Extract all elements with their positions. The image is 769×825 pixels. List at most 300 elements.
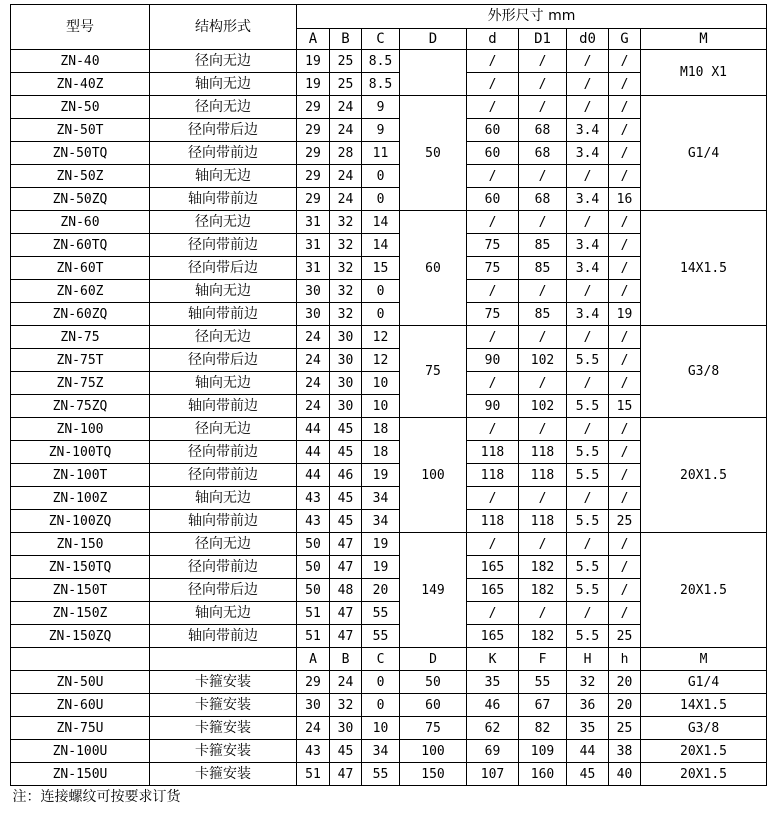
subheader-cell: M <box>641 648 767 671</box>
dim-a-cell: 51 <box>297 625 330 648</box>
dim-g-cell: / <box>609 441 641 464</box>
model-cell: ZN-50T <box>11 119 150 142</box>
table-row <box>11 763 767 786</box>
structure-cell: 卡箍安装 <box>150 694 297 717</box>
dim-d1-cell: 68 <box>519 188 567 211</box>
col-header-d1: D1 <box>519 29 567 50</box>
dim-d0-cell: 5.5 <box>567 349 609 372</box>
dim-b-cell: 32 <box>330 303 362 326</box>
subheader-cell: C <box>362 648 400 671</box>
dim-d1-cell: 182 <box>519 556 567 579</box>
value-cell: 0 <box>362 694 400 717</box>
dim-c-cell: 0 <box>362 188 400 211</box>
dim-d1-cell: 182 <box>519 625 567 648</box>
dim-d0-cell: 5.5 <box>567 579 609 602</box>
dim-d1-cell: 182 <box>519 579 567 602</box>
dim-d1-cell: / <box>519 326 567 349</box>
dim-d-small-cell: / <box>467 280 519 303</box>
model-cell: ZN-60ZQ <box>11 303 150 326</box>
dim-b-cell: 45 <box>330 418 362 441</box>
value-cell: 43 <box>297 740 330 763</box>
subheader-cell: K <box>467 648 519 671</box>
table-row <box>11 717 767 740</box>
dim-d-small-cell: / <box>467 326 519 349</box>
model-cell: ZN-100ZQ <box>11 510 150 533</box>
dim-d-small-cell: 165 <box>467 625 519 648</box>
dim-d0-cell: / <box>567 326 609 349</box>
dim-d0-cell: 5.5 <box>567 556 609 579</box>
dim-c-cell: 19 <box>362 556 400 579</box>
dim-d1-cell: / <box>519 533 567 556</box>
table-body <box>11 5 767 809</box>
dim-g-cell: / <box>609 464 641 487</box>
table-row <box>11 326 767 349</box>
value-cell: 40 <box>609 763 641 786</box>
value-cell: 150 <box>400 763 467 786</box>
value-cell: G1/4 <box>641 671 767 694</box>
dim-c-cell: 14 <box>362 211 400 234</box>
dim-d-cell: 60 <box>400 211 467 326</box>
dim-d1-cell: / <box>519 96 567 119</box>
dim-a-cell: 31 <box>297 257 330 280</box>
dim-d0-cell: / <box>567 73 609 96</box>
dim-d-small-cell: 90 <box>467 395 519 418</box>
dim-d-cell: 100 <box>400 418 467 533</box>
dim-d0-cell: 3.4 <box>567 188 609 211</box>
col-header-b: B <box>330 29 362 50</box>
dim-d0-cell: 5.5 <box>567 464 609 487</box>
structure-cell: 径向无边 <box>150 533 297 556</box>
dim-b-cell: 32 <box>330 211 362 234</box>
value-cell: 47 <box>330 763 362 786</box>
dim-b-cell: 25 <box>330 73 362 96</box>
model-cell: ZN-60TQ <box>11 234 150 257</box>
dim-g-cell: / <box>609 487 641 510</box>
dim-g-cell: / <box>609 556 641 579</box>
dim-d0-cell: 5.5 <box>567 625 609 648</box>
dim-b-cell: 30 <box>330 372 362 395</box>
subheader-cell: F <box>519 648 567 671</box>
dim-b-cell: 30 <box>330 326 362 349</box>
structure-cell: 径向带前边 <box>150 142 297 165</box>
dim-g-cell: / <box>609 50 641 73</box>
dim-c-cell: 18 <box>362 418 400 441</box>
dim-c-cell: 10 <box>362 372 400 395</box>
structure-cell: 卡箍安装 <box>150 671 297 694</box>
structure-cell: 径向无边 <box>150 50 297 73</box>
value-cell: 20X1.5 <box>641 763 767 786</box>
structure-cell: 径向无边 <box>150 96 297 119</box>
table-row <box>11 50 767 73</box>
dim-a-cell: 29 <box>297 165 330 188</box>
model-cell: ZN-40Z <box>11 73 150 96</box>
dim-b-cell: 32 <box>330 234 362 257</box>
dim-d0-cell: 3.4 <box>567 303 609 326</box>
dim-d0-cell: / <box>567 533 609 556</box>
dim-g-cell: / <box>609 257 641 280</box>
model-cell: ZN-100T <box>11 464 150 487</box>
structure-cell: 卡箍安装 <box>150 763 297 786</box>
model-cell: ZN-60Z <box>11 280 150 303</box>
note-row <box>11 786 767 809</box>
dim-d-small-cell: 60 <box>467 119 519 142</box>
dim-d-cell <box>400 50 467 96</box>
dim-d-small-cell: 118 <box>467 510 519 533</box>
dim-c-cell: 10 <box>362 395 400 418</box>
dim-c-cell: 0 <box>362 280 400 303</box>
dim-c-cell: 12 <box>362 349 400 372</box>
dim-c-cell: 55 <box>362 625 400 648</box>
dim-c-cell: 11 <box>362 142 400 165</box>
dim-d1-cell: / <box>519 602 567 625</box>
dim-d-small-cell: / <box>467 533 519 556</box>
dim-d0-cell: 3.4 <box>567 234 609 257</box>
dim-d0-cell: / <box>567 165 609 188</box>
model-cell: ZN-150Z <box>11 602 150 625</box>
structure-cell: 径向带前边 <box>150 464 297 487</box>
dim-g-cell: / <box>609 418 641 441</box>
dim-c-cell: 18 <box>362 441 400 464</box>
dim-c-cell: 9 <box>362 119 400 142</box>
dim-d1-cell: / <box>519 487 567 510</box>
value-cell: 35 <box>467 671 519 694</box>
dim-c-cell: 14 <box>362 234 400 257</box>
dim-a-cell: 29 <box>297 188 330 211</box>
dim-d1-cell: / <box>519 50 567 73</box>
col-header-c: C <box>362 29 400 50</box>
structure-cell: 径向带前边 <box>150 556 297 579</box>
value-cell: 50 <box>400 671 467 694</box>
model-cell: ZN-150U <box>11 763 150 786</box>
thread-m-cell: G1/4 <box>641 96 767 211</box>
dim-c-cell: 19 <box>362 464 400 487</box>
dim-g-cell: 15 <box>609 395 641 418</box>
dim-a-cell: 30 <box>297 303 330 326</box>
dim-d0-cell: / <box>567 418 609 441</box>
dim-g-cell: / <box>609 234 641 257</box>
value-cell: 29 <box>297 671 330 694</box>
dim-a-cell: 44 <box>297 418 330 441</box>
value-cell: 160 <box>519 763 567 786</box>
dim-d-small-cell: 60 <box>467 142 519 165</box>
dim-b-cell: 32 <box>330 257 362 280</box>
model-cell: ZN-50 <box>11 96 150 119</box>
dim-b-cell: 47 <box>330 556 362 579</box>
value-cell: 109 <box>519 740 567 763</box>
dim-g-cell: / <box>609 349 641 372</box>
dim-b-cell: 46 <box>330 464 362 487</box>
structure-cell: 轴向带前边 <box>150 303 297 326</box>
dim-d-small-cell: / <box>467 211 519 234</box>
structure-cell: 径向无边 <box>150 326 297 349</box>
dim-a-cell: 43 <box>297 487 330 510</box>
header-structure: 结构形式 <box>150 5 297 50</box>
dim-d1-cell: 68 <box>519 142 567 165</box>
dim-g-cell: / <box>609 372 641 395</box>
dim-b-cell: 47 <box>330 533 362 556</box>
thread-m-cell: M10 X1 <box>641 50 767 96</box>
dim-g-cell: / <box>609 165 641 188</box>
dim-d-small-cell: 165 <box>467 556 519 579</box>
dim-b-cell: 24 <box>330 96 362 119</box>
value-cell: 67 <box>519 694 567 717</box>
subheader-row <box>11 648 767 671</box>
value-cell: 60 <box>400 694 467 717</box>
header-model: 型号 <box>11 5 150 50</box>
col-header-d-small: d <box>467 29 519 50</box>
dim-b-cell: 48 <box>330 579 362 602</box>
model-cell: ZN-100Z <box>11 487 150 510</box>
dim-d0-cell: 5.5 <box>567 395 609 418</box>
dim-c-cell: 0 <box>362 303 400 326</box>
dim-d1-cell: 102 <box>519 395 567 418</box>
model-cell: ZN-75Z <box>11 372 150 395</box>
model-cell: ZN-75T <box>11 349 150 372</box>
dim-d-cell: 50 <box>400 96 467 211</box>
dim-a-cell: 50 <box>297 556 330 579</box>
model-cell: ZN-150T <box>11 579 150 602</box>
dim-c-cell: 15 <box>362 257 400 280</box>
value-cell: 24 <box>297 717 330 740</box>
table-row <box>11 671 767 694</box>
value-cell: 38 <box>609 740 641 763</box>
dim-a-cell: 24 <box>297 326 330 349</box>
col-header-a: A <box>297 29 330 50</box>
dim-d-small-cell: / <box>467 96 519 119</box>
dim-b-cell: 24 <box>330 165 362 188</box>
dim-d-small-cell: / <box>467 73 519 96</box>
dim-b-cell: 47 <box>330 625 362 648</box>
table-row <box>11 694 767 717</box>
value-cell: 51 <box>297 763 330 786</box>
subheader-cell: A <box>297 648 330 671</box>
dim-g-cell: / <box>609 142 641 165</box>
dim-d-small-cell: 75 <box>467 234 519 257</box>
dim-d-small-cell: / <box>467 487 519 510</box>
model-cell: ZN-100TQ <box>11 441 150 464</box>
dim-b-cell: 47 <box>330 602 362 625</box>
dim-a-cell: 24 <box>297 349 330 372</box>
value-cell: 45 <box>567 763 609 786</box>
dim-d-small-cell: 118 <box>467 441 519 464</box>
dim-g-cell: 19 <box>609 303 641 326</box>
dim-c-cell: 19 <box>362 533 400 556</box>
value-cell: 32 <box>330 694 362 717</box>
table-row <box>11 533 767 556</box>
dim-d0-cell: / <box>567 50 609 73</box>
dim-c-cell: 0 <box>362 165 400 188</box>
dim-d0-cell: / <box>567 487 609 510</box>
model-cell: ZN-60U <box>11 694 150 717</box>
dim-d1-cell: / <box>519 372 567 395</box>
structure-cell: 径向带前边 <box>150 441 297 464</box>
structure-cell: 轴向无边 <box>150 280 297 303</box>
dim-d-small-cell: 90 <box>467 349 519 372</box>
structure-cell: 径向无边 <box>150 418 297 441</box>
table-row <box>11 96 767 119</box>
value-cell: 30 <box>330 717 362 740</box>
model-cell: ZN-50TQ <box>11 142 150 165</box>
dim-d0-cell: / <box>567 280 609 303</box>
dim-d-small-cell: 165 <box>467 579 519 602</box>
value-cell: 20X1.5 <box>641 740 767 763</box>
dim-b-cell: 32 <box>330 280 362 303</box>
dim-g-cell: / <box>609 119 641 142</box>
value-cell: 30 <box>297 694 330 717</box>
dim-c-cell: 20 <box>362 579 400 602</box>
structure-cell: 卡箍安装 <box>150 740 297 763</box>
dim-d0-cell: 5.5 <box>567 441 609 464</box>
dim-c-cell: 34 <box>362 487 400 510</box>
dim-b-cell: 45 <box>330 441 362 464</box>
value-cell: 20 <box>609 694 641 717</box>
dim-d1-cell: 118 <box>519 464 567 487</box>
model-cell: ZN-50Z <box>11 165 150 188</box>
dim-a-cell: 30 <box>297 280 330 303</box>
dim-a-cell: 31 <box>297 211 330 234</box>
structure-cell: 轴向带前边 <box>150 510 297 533</box>
value-cell: 25 <box>609 717 641 740</box>
value-cell: 14X1.5 <box>641 694 767 717</box>
dim-a-cell: 44 <box>297 441 330 464</box>
dim-g-cell: / <box>609 73 641 96</box>
dim-c-cell: 9 <box>362 96 400 119</box>
value-cell: 107 <box>467 763 519 786</box>
dim-b-cell: 45 <box>330 510 362 533</box>
structure-cell: 轴向无边 <box>150 165 297 188</box>
dim-a-cell: 19 <box>297 73 330 96</box>
structure-cell: 轴向带前边 <box>150 395 297 418</box>
structure-cell: 轴向带前边 <box>150 625 297 648</box>
dim-a-cell: 29 <box>297 119 330 142</box>
dim-d-small-cell: / <box>467 418 519 441</box>
dim-g-cell: / <box>609 211 641 234</box>
structure-cell: 轴向无边 <box>150 487 297 510</box>
subheader-blank-cell <box>150 648 297 671</box>
structure-cell: 径向带后边 <box>150 257 297 280</box>
dim-d1-cell: 118 <box>519 441 567 464</box>
model-cell: ZN-75ZQ <box>11 395 150 418</box>
structure-cell: 轴向无边 <box>150 73 297 96</box>
dim-d1-cell: / <box>519 211 567 234</box>
structure-cell: 径向带后边 <box>150 119 297 142</box>
header-dims-title: 外形尺寸 mm <box>297 5 767 29</box>
dim-d0-cell: 5.5 <box>567 510 609 533</box>
dim-g-cell: / <box>609 579 641 602</box>
value-cell: 10 <box>362 717 400 740</box>
subheader-cell: h <box>609 648 641 671</box>
col-header-d0: d0 <box>567 29 609 50</box>
dim-b-cell: 30 <box>330 349 362 372</box>
dim-a-cell: 51 <box>297 602 330 625</box>
model-cell: ZN-60 <box>11 211 150 234</box>
dim-b-cell: 28 <box>330 142 362 165</box>
subheader-cell: D <box>400 648 467 671</box>
structure-cell: 径向带后边 <box>150 349 297 372</box>
value-cell: 46 <box>467 694 519 717</box>
dim-a-cell: 43 <box>297 510 330 533</box>
spec-table <box>10 4 767 809</box>
dim-g-cell: 25 <box>609 625 641 648</box>
dim-d0-cell: 3.4 <box>567 142 609 165</box>
dim-a-cell: 50 <box>297 579 330 602</box>
dim-d-small-cell: / <box>467 165 519 188</box>
model-cell: ZN-100U <box>11 740 150 763</box>
dim-b-cell: 25 <box>330 50 362 73</box>
subheader-blank-cell <box>11 648 150 671</box>
dim-d0-cell: / <box>567 372 609 395</box>
dim-d0-cell: 3.4 <box>567 257 609 280</box>
value-cell: 0 <box>362 671 400 694</box>
value-cell: 34 <box>362 740 400 763</box>
value-cell: 55 <box>362 763 400 786</box>
value-cell: 20 <box>609 671 641 694</box>
dim-d1-cell: / <box>519 418 567 441</box>
model-cell: ZN-150 <box>11 533 150 556</box>
header-row-1 <box>11 5 767 29</box>
dim-b-cell: 24 <box>330 119 362 142</box>
thread-m-cell: G3/8 <box>641 326 767 418</box>
value-cell: 82 <box>519 717 567 740</box>
model-cell: ZN-100 <box>11 418 150 441</box>
dim-d1-cell: / <box>519 73 567 96</box>
dim-a-cell: 29 <box>297 96 330 119</box>
structure-cell: 径向带后边 <box>150 579 297 602</box>
model-cell: ZN-75U <box>11 717 150 740</box>
structure-cell: 轴向带前边 <box>150 188 297 211</box>
structure-cell: 卡箍安装 <box>150 717 297 740</box>
subheader-cell: H <box>567 648 609 671</box>
dim-c-cell: 55 <box>362 602 400 625</box>
dim-g-cell: / <box>609 96 641 119</box>
model-cell: ZN-150ZQ <box>11 625 150 648</box>
structure-cell: 轴向无边 <box>150 372 297 395</box>
thread-m-cell: 14X1.5 <box>641 211 767 326</box>
dim-d-small-cell: 60 <box>467 188 519 211</box>
value-cell: 44 <box>567 740 609 763</box>
model-cell: ZN-75 <box>11 326 150 349</box>
footnote: 注：连接螺纹可按要求订货 <box>12 788 181 805</box>
dim-d-small-cell: 75 <box>467 257 519 280</box>
model-cell: ZN-40 <box>11 50 150 73</box>
table-row <box>11 418 767 441</box>
dim-d-small-cell: 75 <box>467 303 519 326</box>
dim-c-cell: 12 <box>362 326 400 349</box>
dim-g-cell: / <box>609 326 641 349</box>
value-cell: 69 <box>467 740 519 763</box>
dim-g-cell: 25 <box>609 510 641 533</box>
dim-a-cell: 29 <box>297 142 330 165</box>
model-cell: ZN-150TQ <box>11 556 150 579</box>
dim-b-cell: 30 <box>330 395 362 418</box>
thread-m-cell: 20X1.5 <box>641 533 767 648</box>
value-cell: 24 <box>330 671 362 694</box>
dim-d-small-cell: / <box>467 372 519 395</box>
dim-g-cell: 16 <box>609 188 641 211</box>
dim-c-cell: 34 <box>362 510 400 533</box>
model-cell: ZN-50U <box>11 671 150 694</box>
value-cell: 55 <box>519 671 567 694</box>
dim-a-cell: 24 <box>297 395 330 418</box>
dim-d-small-cell: / <box>467 50 519 73</box>
dim-d1-cell: 102 <box>519 349 567 372</box>
dim-a-cell: 31 <box>297 234 330 257</box>
dim-d-cell: 149 <box>400 533 467 648</box>
dim-d0-cell: / <box>567 211 609 234</box>
dim-b-cell: 24 <box>330 188 362 211</box>
dim-d1-cell: 68 <box>519 119 567 142</box>
dim-g-cell: / <box>609 602 641 625</box>
